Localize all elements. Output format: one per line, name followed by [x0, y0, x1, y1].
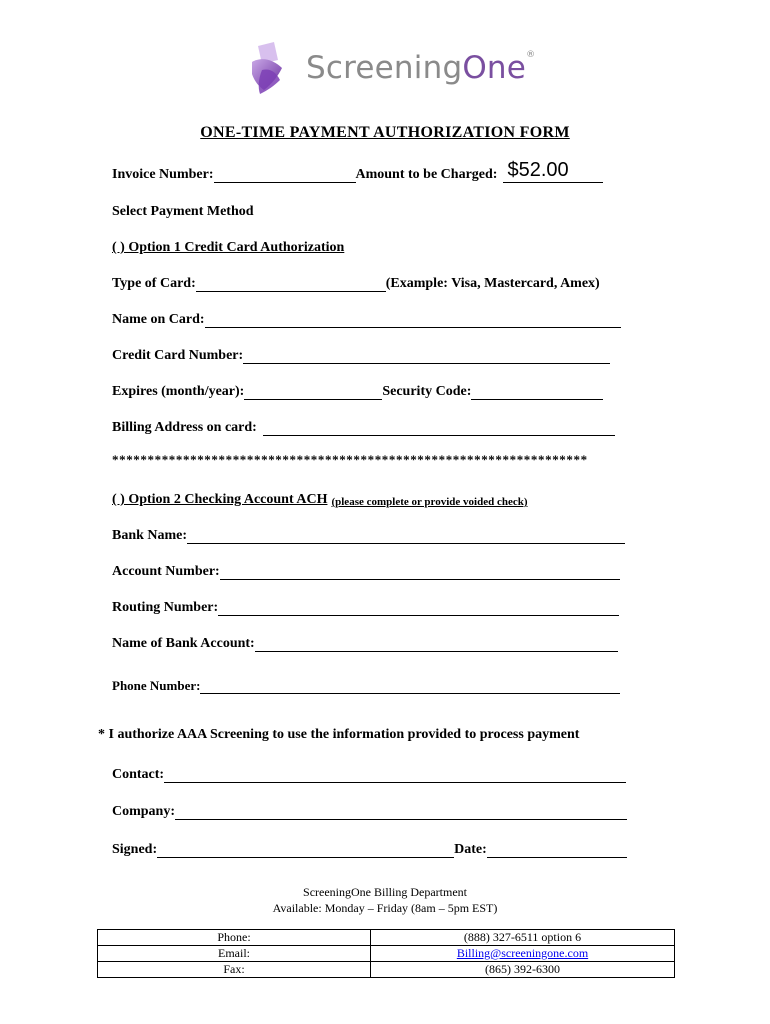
- contact-info-table: [97, 929, 675, 978]
- payment-method-label: Select Payment Method: [112, 204, 254, 219]
- security-code-label: Security Code:: [382, 384, 472, 399]
- card-number-row: [112, 344, 610, 364]
- bank-account-name-field[interactable]: [255, 636, 618, 652]
- amount-label: Amount to be Charged:: [355, 167, 498, 182]
- bank-account-name-row: [112, 632, 618, 652]
- availability-hours: Available: Monday – Friday (8am – 5pm EST): [272, 901, 498, 915]
- phone-number-label: Phone Number:: [112, 678, 201, 693]
- expires-label: Expires (month/year):: [112, 384, 245, 399]
- amount-field[interactable]: [503, 161, 603, 183]
- phone-value: (888) 327-6511 option 6: [371, 930, 675, 946]
- form-title: ONE-TIME PAYMENT AUTHORIZATION FORM: [200, 124, 570, 141]
- company-field[interactable]: [175, 804, 627, 820]
- phone-number-row: [112, 674, 620, 694]
- email-label: Email:: [98, 946, 371, 962]
- card-number-field[interactable]: [243, 348, 610, 364]
- option2-note: (please complete or provide voided check): [331, 496, 528, 508]
- security-code-field[interactable]: [471, 384, 603, 400]
- authorization-statement: * I authorize AAA Screening to use the information provided to process payment: [98, 727, 580, 742]
- phone-label: Phone:: [98, 930, 371, 946]
- option1-heading[interactable]: ( ) Option 1 Credit Card Authorization: [112, 240, 345, 255]
- bank-name-label: Bank Name:: [112, 528, 188, 543]
- email-cell: [371, 946, 675, 962]
- option2-heading[interactable]: ( ) Option 2 Checking Account ACH: [112, 492, 328, 507]
- bank-account-name-label: Name of Bank Account:: [112, 636, 255, 651]
- contact-row: [112, 763, 626, 783]
- routing-number-field[interactable]: [218, 600, 619, 616]
- email-link[interactable]: Billing@screeningone.com: [456, 946, 589, 960]
- signed-label: Signed:: [112, 842, 158, 857]
- screeningone-logo-icon: [244, 40, 304, 100]
- table-row: [98, 962, 675, 978]
- billing-address-label: Billing Address on card:: [112, 420, 257, 435]
- name-on-card-row: [112, 308, 621, 328]
- card-number-label: Credit Card Number:: [112, 348, 244, 363]
- routing-number-label: Routing Number:: [112, 600, 219, 615]
- billing-address-row: [112, 416, 615, 436]
- billing-address-field[interactable]: [263, 420, 615, 436]
- payment-method-heading: [112, 200, 254, 220]
- amount-value: $52.00: [507, 159, 569, 181]
- name-on-card-field[interactable]: [205, 312, 621, 328]
- account-number-row: [112, 560, 620, 580]
- date-field[interactable]: [487, 842, 627, 858]
- signature-field[interactable]: [157, 842, 454, 858]
- invoice-row: [112, 159, 603, 183]
- company-row: [112, 800, 627, 820]
- fax-label: Fax:: [98, 962, 371, 978]
- card-type-label: Type of Card:: [112, 276, 196, 291]
- card-type-row: [112, 272, 600, 292]
- contact-label: Contact:: [112, 767, 165, 782]
- name-on-card-label: Name on Card:: [112, 312, 205, 327]
- expires-row: [112, 380, 603, 400]
- option2-section: [112, 488, 528, 508]
- card-type-example: (Example: Visa, Mastercard, Amex): [385, 276, 600, 291]
- account-number-label: Account Number:: [112, 564, 220, 579]
- option1-section: [112, 236, 344, 256]
- phone-number-field[interactable]: [200, 678, 620, 694]
- bank-name-field[interactable]: [187, 528, 625, 544]
- bank-name-row: [112, 524, 625, 544]
- fax-value: (865) 392-6300: [371, 962, 675, 978]
- account-number-field[interactable]: [220, 564, 620, 580]
- expires-field[interactable]: [244, 384, 382, 400]
- table-row: [98, 930, 675, 946]
- invoice-number-label: Invoice Number:: [112, 167, 214, 182]
- table-row: [98, 946, 675, 962]
- card-type-field[interactable]: [196, 276, 386, 292]
- contact-field[interactable]: [164, 767, 626, 783]
- section-separator: *******************************************************************: [112, 452, 588, 467]
- date-label: Date:: [454, 842, 487, 857]
- routing-number-row: [112, 596, 619, 616]
- billing-department: ScreeningOne Billing Department: [303, 885, 467, 899]
- company-label: Company:: [112, 804, 176, 819]
- logo-wordmark: ScreeningOne®: [306, 50, 536, 86]
- signed-row: [112, 838, 627, 858]
- company-logo: [244, 40, 544, 100]
- invoice-number-field[interactable]: [214, 167, 356, 183]
